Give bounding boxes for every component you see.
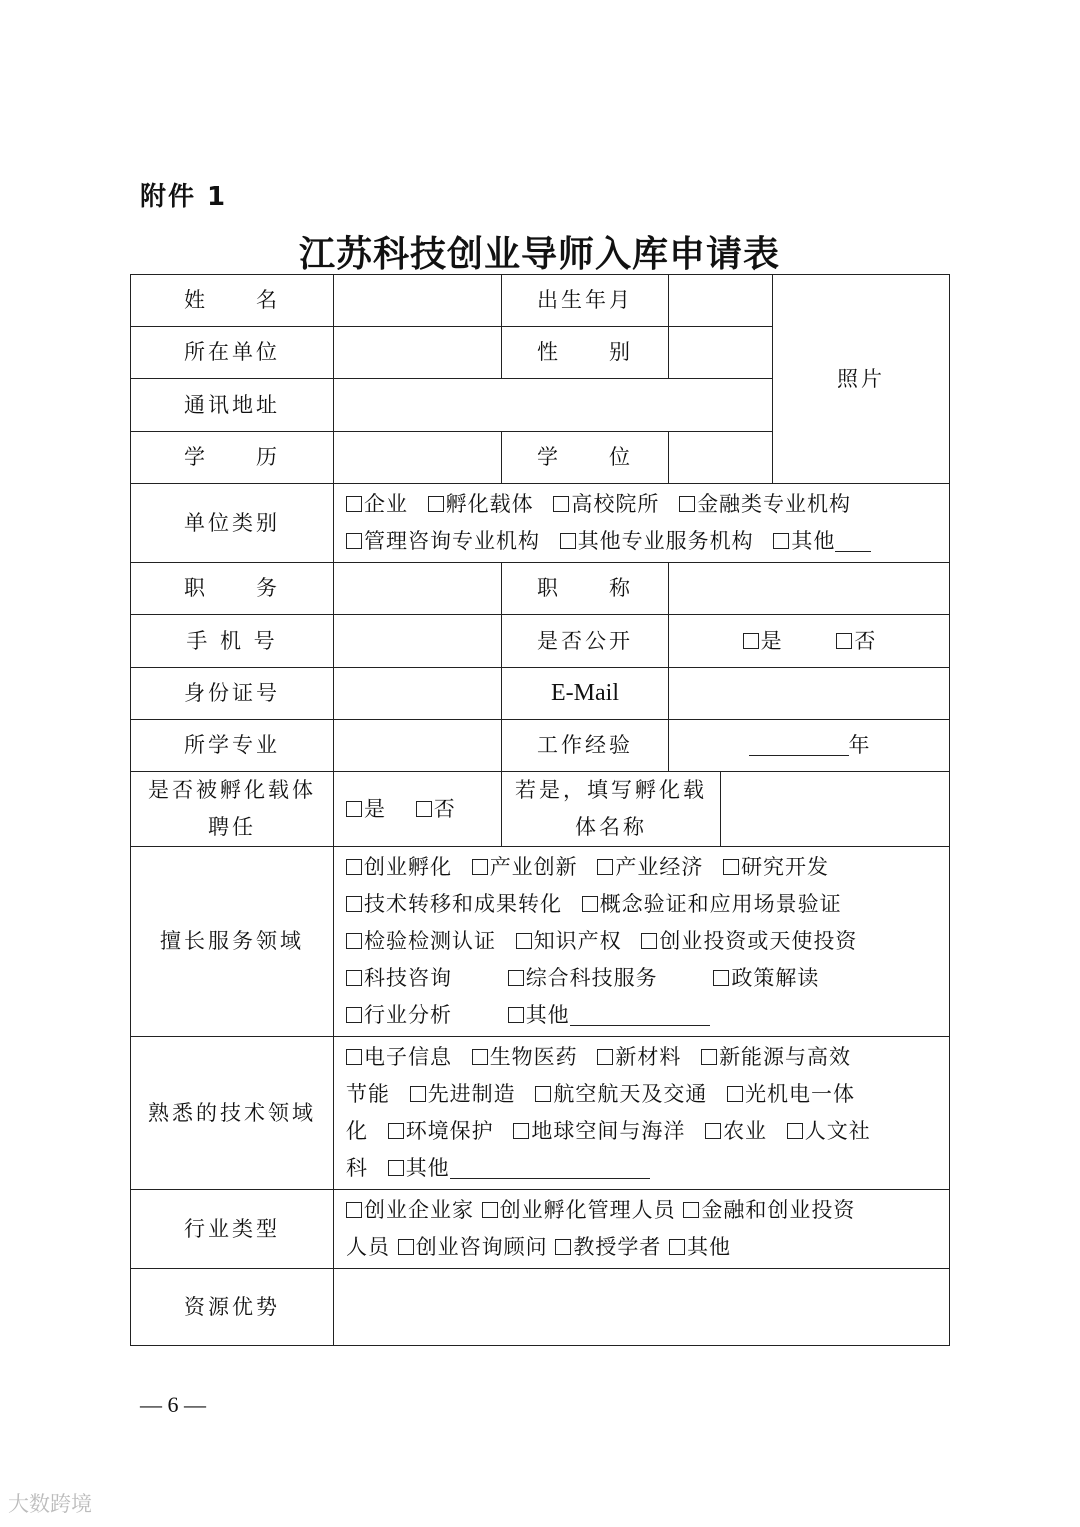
checkbox[interactable] [346,496,362,512]
address-label: 通讯地址 [131,379,334,432]
checkbox[interactable] [701,1049,717,1065]
position-label: 职 务 [131,563,334,615]
major-label: 所学专业 [131,720,334,772]
checkbox[interactable] [836,633,852,649]
checkbox[interactable] [508,1007,524,1023]
checkbox[interactable] [669,1239,685,1255]
unit-type-label: 单位类别 [131,484,334,563]
checkbox[interactable] [597,859,613,875]
checkbox[interactable] [428,496,444,512]
row-service [131,847,950,1037]
checkbox[interactable] [472,1049,488,1065]
checkbox[interactable] [346,533,362,549]
other-blank[interactable] [835,525,871,552]
checkbox[interactable] [508,970,524,986]
unit-label: 所在单位 [131,327,334,379]
service-areas-label: 擅长服务领域 [131,847,334,1037]
education-label: 学 历 [131,432,334,484]
major-input[interactable] [334,720,502,772]
phone-input[interactable] [334,615,502,668]
incubator-question-label: 是否被孵化载体 聘任 [131,772,334,847]
experience-field: 年 [669,720,950,772]
row-resources [131,1269,950,1346]
checkbox[interactable] [513,1123,529,1139]
checkbox[interactable] [560,533,576,549]
checkbox[interactable] [482,1202,498,1218]
row-id [131,668,950,720]
degree-input[interactable] [669,432,773,484]
experience-label: 工作经验 [502,720,669,772]
unit-type-options: 企业 孵化载体 高校院所 金融类专业机构 管理咨询专业机构 其他专业服务机构 其他 [334,484,950,563]
checkbox[interactable] [346,801,362,817]
watermark: 大数跨境 [8,1492,92,1516]
checkbox[interactable] [346,970,362,986]
industry-options: 创业企业家 创业孵化管理人员 金融和创业投资 人员 创业咨询顾问 教授学者 其他 [334,1190,950,1269]
checkbox[interactable] [743,633,759,649]
checkbox[interactable] [388,1160,404,1176]
id-number-input[interactable] [334,668,502,720]
birth-input[interactable] [669,275,773,327]
checkbox[interactable] [679,496,695,512]
checkbox[interactable] [641,933,657,949]
resources-label: 资源优势 [131,1269,334,1346]
checkbox[interactable] [597,1049,613,1065]
public-options: 是 否 [669,615,950,668]
checkbox[interactable] [555,1239,571,1255]
gender-label: 性 别 [502,327,669,379]
unit-input[interactable] [334,327,502,379]
title-input[interactable] [669,563,950,615]
degree-label: 学 位 [502,432,669,484]
other-blank[interactable] [450,1152,650,1179]
experience-blank[interactable] [749,729,849,756]
checkbox[interactable] [773,533,789,549]
row-tech [131,1037,950,1190]
row-position [131,563,950,615]
checkbox[interactable] [346,859,362,875]
resources-input[interactable] [334,1269,950,1346]
row-major [131,720,950,772]
checkbox[interactable] [398,1239,414,1255]
service-options: 创业孵化 产业创新 产业经济 研究开发 技术转移和成果转化 概念验证和应用场景验证 检验检测认证 知识产权 创业投资或天使投资 科技咨询 综合科技服务 政策解读 行业分析 其他 [334,847,950,1037]
checkbox[interactable] [723,859,739,875]
birth-label: 出生年月 [502,275,669,327]
checkbox[interactable] [410,1086,426,1102]
checkbox[interactable] [346,933,362,949]
industry-type-label: 行业类型 [131,1190,334,1269]
address-input[interactable] [334,379,773,432]
gender-input[interactable] [669,327,773,379]
title-label: 职 称 [502,563,669,615]
other-blank[interactable] [570,999,710,1026]
checkbox[interactable] [705,1123,721,1139]
id-number-label: 身份证号 [131,668,334,720]
checkbox[interactable] [388,1123,404,1139]
checkbox[interactable] [346,1049,362,1065]
row-name [131,275,950,327]
incubator-options: 是 否 [334,772,502,847]
checkbox[interactable] [516,933,532,949]
checkbox[interactable] [713,970,729,986]
row-incubator [131,772,950,847]
phone-label: 手 机 号 [131,615,334,668]
checkbox[interactable] [535,1086,551,1102]
public-label: 是否公开 [502,615,669,668]
incubator-name-input[interactable] [721,772,950,847]
row-industry [131,1190,950,1269]
tech-options: 电子信息 生物医药 新材料 新能源与高效 节能 先进制造 航空航天及交通 光机电一体 化 环境保护 地球空间与海洋 农业 人文社 科 其他 [334,1037,950,1190]
position-input[interactable] [334,563,502,615]
incubator-name-label: 若是，填写孵化载 体名称 [502,772,721,847]
name-label: 姓 名 [131,275,334,327]
checkbox[interactable] [553,496,569,512]
application-form [130,274,950,1346]
name-input[interactable] [334,275,502,327]
email-input[interactable] [669,668,950,720]
email-label: E-Mail [502,668,669,720]
checkbox[interactable] [683,1202,699,1218]
form-title: 江苏科技创业导师入库申请表 [298,233,780,275]
photo-box[interactable]: 照片 [773,275,950,484]
education-input[interactable] [334,432,502,484]
checkbox[interactable] [472,859,488,875]
checkbox[interactable] [727,1086,743,1102]
checkbox[interactable] [582,896,598,912]
tech-areas-label: 熟悉的技术领域 [131,1037,334,1190]
checkbox[interactable] [787,1123,803,1139]
attachment-label: 附件 1 [140,182,228,212]
checkbox[interactable] [416,801,432,817]
page-number: — 6 — [140,1392,206,1417]
checkbox[interactable] [346,1007,362,1023]
checkbox[interactable] [346,1202,362,1218]
row-unit-type [131,484,950,563]
row-phone [131,615,950,668]
checkbox[interactable] [346,896,362,912]
